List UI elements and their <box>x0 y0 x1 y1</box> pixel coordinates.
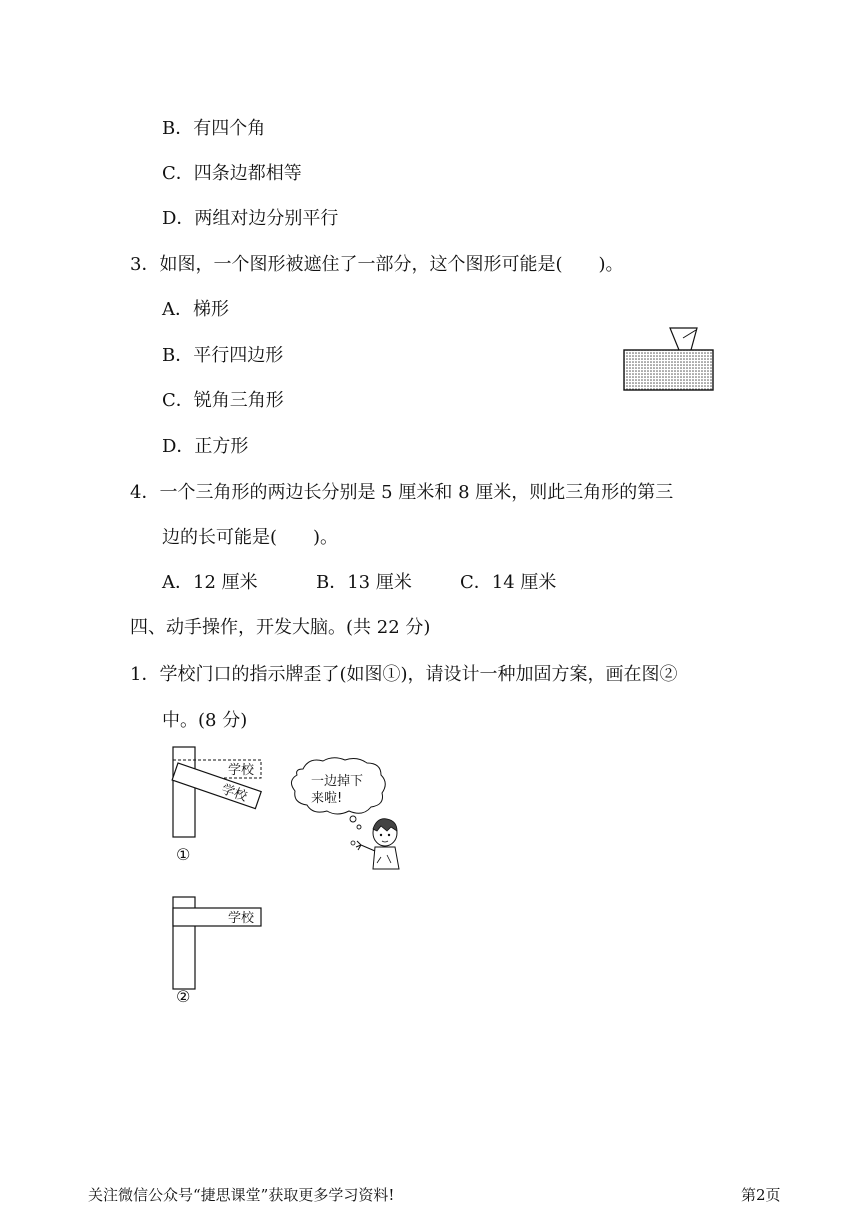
page-number: 第2页 <box>741 1186 781 1204</box>
figure-2-sign <box>160 892 280 1007</box>
option-b-four-angles: B．有四个角 <box>162 118 266 139</box>
sign-text-2: 学校 <box>228 911 255 926</box>
cover-rectangle <box>624 350 713 390</box>
question-4-option-a: A．12 厘米 <box>162 572 258 593</box>
question-3-option-c: C．锐角三角形 <box>162 390 284 411</box>
section-4-question-1-line1: 1．学校门口的指示牌歪了(如图①)，请设计一种加固方案，画在图② <box>130 664 678 685</box>
covered-shape-figure <box>620 322 720 394</box>
figure-1-label: ① <box>176 845 191 864</box>
question-3-stem: 3．如图，一个图形被遮住了一部分，这个图形可能是( )。 <box>130 254 624 275</box>
question-3-option-a: A．梯形 <box>162 299 229 320</box>
sign-text-tilted: 学校 <box>219 782 249 805</box>
figure-2-label: ② <box>176 987 191 1006</box>
question-4-option-c: C．14 厘米 <box>460 572 557 593</box>
footer-promo: 关注微信公众号“捷思课堂”获取更多学习资料! <box>88 1186 395 1204</box>
question-3-option-d: D．正方形 <box>162 436 249 457</box>
option-d-parallel-sides: D．两组对边分别平行 <box>162 208 339 229</box>
section-4-question-1-line2: 中。(8 分) <box>162 710 248 731</box>
speech-line-1: 一边掉下 <box>311 774 364 789</box>
question-4-option-b: B．13 厘米 <box>316 572 412 593</box>
speech-bubble-figure <box>285 755 415 870</box>
figure-1-tilted-sign <box>160 742 280 867</box>
speech-line-2: 来啦! <box>311 791 343 806</box>
option-c-four-sides-equal: C．四条边都相等 <box>162 163 302 184</box>
question-4-stem-line1: 4．一个三角形的两边长分别是 5 厘米和 8 厘米，则此三角形的第三 <box>130 482 674 503</box>
section-4-title: 四、动手操作，开发大脑。(共 22 分) <box>130 617 431 638</box>
sign-text-dashed: 学校 <box>228 763 255 778</box>
question-4-stem-line2: 边的长可能是( )。 <box>162 527 339 548</box>
question-3-option-b: B．平行四边形 <box>162 345 284 366</box>
